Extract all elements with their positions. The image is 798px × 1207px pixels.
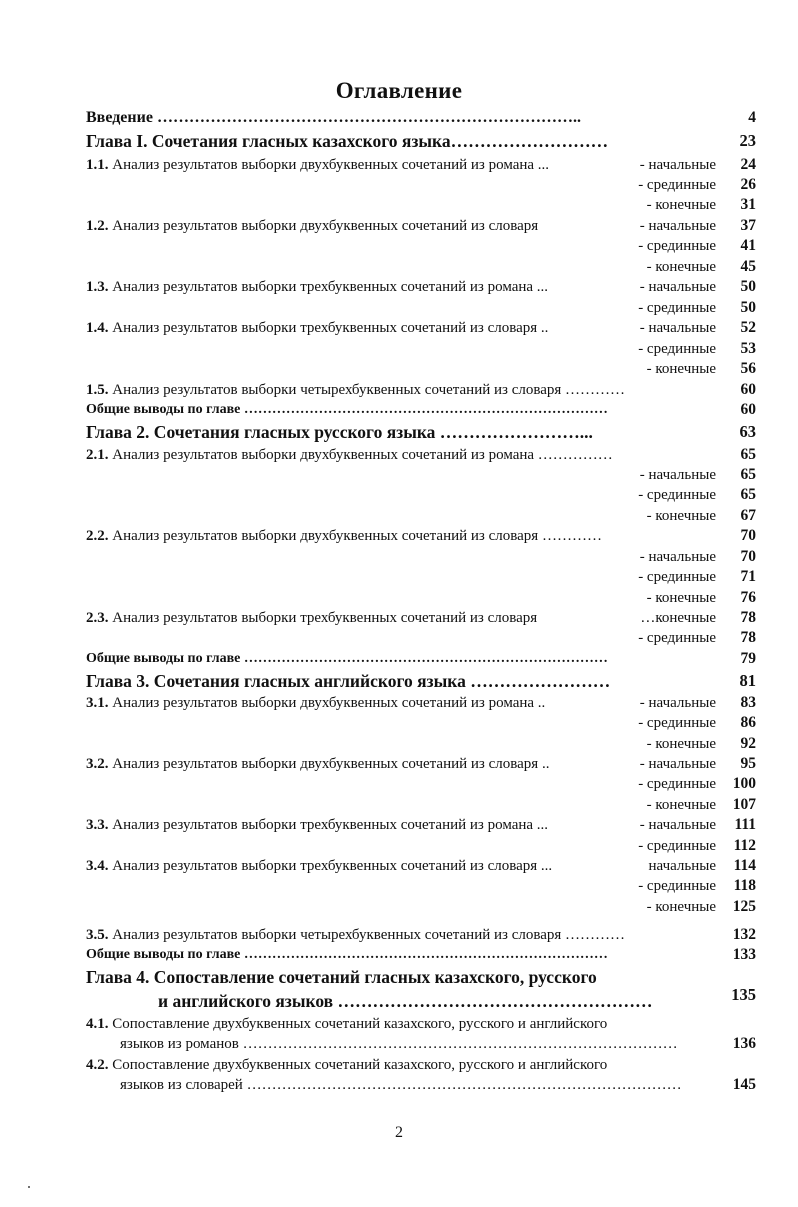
toc-subentry (86, 734, 758, 754)
toc-entry-page: 145 (732, 1076, 756, 1093)
toc-entry (86, 108, 758, 128)
toc-subentry (86, 897, 758, 917)
section-number: 1.4. (86, 320, 109, 336)
toc-subentry (86, 795, 758, 815)
toc-subentry (86, 506, 758, 526)
toc-chapter (86, 966, 758, 988)
position-label: - начальные (639, 549, 716, 565)
toc-entry-page: 118 (733, 877, 756, 894)
position-label: - конечные (646, 736, 716, 752)
toc-entry (86, 925, 758, 945)
toc-entry-continued (86, 1075, 758, 1095)
toc-entry-page: 24 (740, 156, 756, 173)
toc-entry (86, 693, 758, 713)
toc-entry-text: Анализ результатов выборки трехбуквенных сочетаний из словаря ... (112, 858, 553, 874)
toc-entry-page: 52 (740, 319, 756, 336)
toc-entry-page: 112 (733, 837, 756, 854)
toc-entry-page: 65 (740, 466, 756, 483)
position-label: - конечные (646, 590, 716, 606)
section-number: 1.2. (86, 218, 109, 234)
position-label: - конечные (646, 508, 716, 524)
toc-summary (86, 400, 758, 420)
toc-entry (86, 445, 758, 465)
toc-entry-text: Общие выводы по главе …………………………………………………………………… (86, 947, 608, 962)
toc-entry-page: 125 (732, 898, 756, 915)
section-number: 3.3. (86, 817, 109, 833)
toc-entry (86, 526, 758, 546)
toc-entry-page: 135 (731, 985, 756, 1004)
toc-entry-page: 56 (740, 360, 756, 377)
position-label: - начальные (639, 695, 716, 711)
position-label: - конечные (646, 899, 716, 915)
toc-entry-text: Анализ результатов выборки двухбуквенных сочетаний из словаря (112, 218, 539, 234)
toc-entry (86, 277, 758, 297)
section-number: 4.2. (86, 1057, 109, 1073)
page-number: 2 (395, 1124, 403, 1141)
position-label: - срединные (638, 776, 716, 792)
position-label: - конечные (646, 197, 716, 213)
toc-subentry (86, 175, 758, 195)
toc-subentry (86, 836, 758, 856)
toc-entry-text: Анализ результатов выборки трехбуквенных сочетаний из романа ... (112, 817, 549, 833)
toc-summary (86, 649, 758, 669)
toc-entry (86, 155, 758, 175)
toc-subentry (86, 465, 758, 485)
toc-chapter-continued (86, 985, 758, 1012)
toc-entry-text: Анализ результатов выборки трехбуквенных сочетаний из романа ... (112, 279, 549, 295)
toc-entry-text: Анализ результатов выборки двухбуквенных сочетаний из романа ... (112, 157, 550, 173)
toc-entry-page: 76 (740, 589, 756, 606)
toc-entry-text: Общие выводы по главе …………………………………………………………………… (86, 651, 608, 666)
position-label: - начальные (639, 157, 716, 173)
toc-entry-page: 83 (740, 694, 756, 711)
position-label: - начальные (639, 320, 716, 336)
section-number: 4.1. (86, 1016, 109, 1032)
position-label: …конечные (640, 610, 716, 626)
toc-entry-page: 136 (732, 1035, 756, 1052)
toc-entry-text: Общие выводы по главе …………………………………………………………………… (86, 402, 608, 417)
toc-subentry (86, 774, 758, 794)
section-number: 2.2. (86, 528, 109, 544)
position-label: - начальные (639, 467, 716, 483)
toc-subentry (86, 485, 758, 505)
toc-chapter-title: Глава 4. Сопоставление сочетаний гласных казахского, русского (86, 967, 597, 987)
toc-entry-page: 92 (740, 735, 756, 752)
toc-subentry (86, 567, 758, 587)
toc-entry-page: 79 (740, 650, 756, 667)
toc-entry-page: 86 (740, 714, 756, 731)
toc-chapter (86, 421, 758, 443)
toc-entry (86, 815, 758, 835)
toc-entry-page: 53 (740, 340, 756, 357)
toc-entry-text: Анализ результатов выборки четырехбуквенных сочетаний из словаря ………… (112, 927, 626, 943)
toc-entry-page: 70 (740, 548, 756, 565)
toc-entry-page: 63 (739, 422, 756, 441)
toc-subentry (86, 339, 758, 359)
toc-entry-page: 114 (733, 857, 756, 874)
toc-entry-text: Анализ результатов выборки двухбуквенных сочетаний из словаря .. (112, 756, 550, 772)
toc-entry (86, 318, 758, 338)
toc-entry (86, 608, 758, 628)
section-number: 1.1. (86, 157, 109, 173)
toc-entry-page: 81 (739, 671, 756, 690)
toc-entry-text: Анализ результатов выборки двухбуквенных сочетаний из словаря ………… (112, 528, 602, 544)
toc-entry-page: 78 (740, 609, 756, 626)
toc-entry (86, 216, 758, 236)
toc-chapter-title: Глава I. Сочетания гласных казахского языка……………………… (86, 131, 609, 151)
toc-entry (86, 1055, 758, 1075)
toc-entry-text: Сопоставление двухбуквенных сочетаний казахского, русского и английского (112, 1057, 608, 1073)
toc-entry-page: 65 (740, 486, 756, 503)
toc-entry (86, 754, 758, 774)
toc-entry-page: 107 (732, 796, 756, 813)
position-label: - срединные (638, 630, 716, 646)
toc-entry-page: 133 (732, 946, 756, 963)
toc-subentry (86, 547, 758, 567)
toc-entry-text: Анализ результатов выборки двухбуквенных сочетаний из романа …………… (112, 447, 613, 463)
toc-subentry (86, 257, 758, 277)
position-label: - срединные (638, 878, 716, 894)
toc-entry-text: Анализ результатов выборки трехбуквенных сочетаний из словаря .. (112, 320, 549, 336)
toc-entry-page: 60 (740, 381, 756, 398)
toc-subentry (86, 628, 758, 648)
toc-entry-text: языков из словарей …………………………………………………………………………… (120, 1077, 682, 1093)
position-label: - срединные (638, 341, 716, 357)
toc-subentry (86, 236, 758, 256)
section-number: 2.1. (86, 447, 109, 463)
section-number: 1.3. (86, 279, 109, 295)
section-number: 3.1. (86, 695, 109, 711)
toc-entry-page: 60 (740, 401, 756, 418)
position-label: - срединные (638, 300, 716, 316)
toc-entry-page: 65 (740, 446, 756, 463)
toc-entry-page: 50 (740, 278, 756, 295)
toc-entry-text: языков из романов …………………………………………………………………………… (120, 1036, 678, 1052)
position-label: - начальные (639, 817, 716, 833)
section-number: 3.2. (86, 756, 109, 772)
position-label: - начальные (639, 279, 716, 295)
position-label: - начальные (639, 218, 716, 234)
toc-subentry (86, 876, 758, 896)
toc-subentry (86, 195, 758, 215)
toc-chapter (86, 670, 758, 692)
toc-chapter-title: Глава 3. Сочетания гласных английского языка …………………… (86, 671, 611, 691)
toc-entry-text: Введение …………………………………………………………………….. (86, 109, 581, 126)
toc-entry-continued (86, 1034, 758, 1054)
toc-summary (86, 945, 758, 965)
toc-entry-page: 41 (740, 237, 756, 254)
page-title: Оглавление (335, 78, 463, 103)
toc-entry (86, 856, 758, 876)
toc-entry (86, 380, 758, 400)
toc-entry-page: 100 (732, 775, 756, 792)
position-label: - конечные (646, 797, 716, 813)
position-label: - конечные (646, 361, 716, 377)
toc-subentry (86, 713, 758, 733)
toc-chapter-title: и английского языков ……………………………………………… (158, 991, 653, 1011)
toc-entry-page: 37 (740, 217, 756, 234)
toc-entry-text: Анализ результатов выборки двухбуквенных сочетаний из романа .. (112, 695, 546, 711)
toc-entry-page: 45 (740, 258, 756, 275)
section-number: 3.5. (86, 927, 109, 943)
toc-chapter (86, 130, 758, 152)
scan-speck (28, 1186, 30, 1188)
toc-entry-text: Анализ результатов выборки четырехбуквенных сочетаний из словаря ………… (112, 382, 626, 398)
toc-entry-page: 23 (739, 131, 756, 150)
position-label: - срединные (638, 487, 716, 503)
toc-chapter-title: Глава 2. Сочетания гласных русского языка ……………………... (86, 422, 593, 442)
toc-entry-page: 71 (740, 568, 756, 585)
toc-entry-page: 78 (740, 629, 756, 646)
toc-subentry (86, 359, 758, 379)
position-label: - срединные (638, 715, 716, 731)
toc-entry-page: 31 (740, 196, 756, 213)
toc-subentry (86, 298, 758, 318)
position-label: - срединные (638, 177, 716, 193)
section-number: 1.5. (86, 382, 109, 398)
toc-entry-page: 67 (740, 507, 756, 524)
position-label: - срединные (638, 569, 716, 585)
toc-entry (86, 1014, 758, 1034)
position-label: - срединные (638, 838, 716, 854)
toc-entry-page: 132 (732, 926, 756, 943)
toc-entry-text: Анализ результатов выборки трехбуквенных сочетаний из словаря (112, 610, 538, 626)
toc-entry-text: Сопоставление двухбуквенных сочетаний казахского, русского и английского (112, 1016, 608, 1032)
position-label: - начальные (639, 756, 716, 772)
toc-subentry (86, 588, 758, 608)
toc-entry-page: 95 (740, 755, 756, 772)
toc-entry-page: 50 (740, 299, 756, 316)
position-label: - срединные (638, 238, 716, 254)
toc-entry-page: 4 (748, 109, 756, 126)
section-number: 2.3. (86, 610, 109, 626)
toc-entry-page: 70 (740, 527, 756, 544)
toc-entry-page: 26 (740, 176, 756, 193)
position-label: начальные (648, 858, 716, 874)
section-number: 3.4. (86, 858, 109, 874)
position-label: - конечные (646, 259, 716, 275)
toc-entry-page: 111 (734, 816, 756, 833)
